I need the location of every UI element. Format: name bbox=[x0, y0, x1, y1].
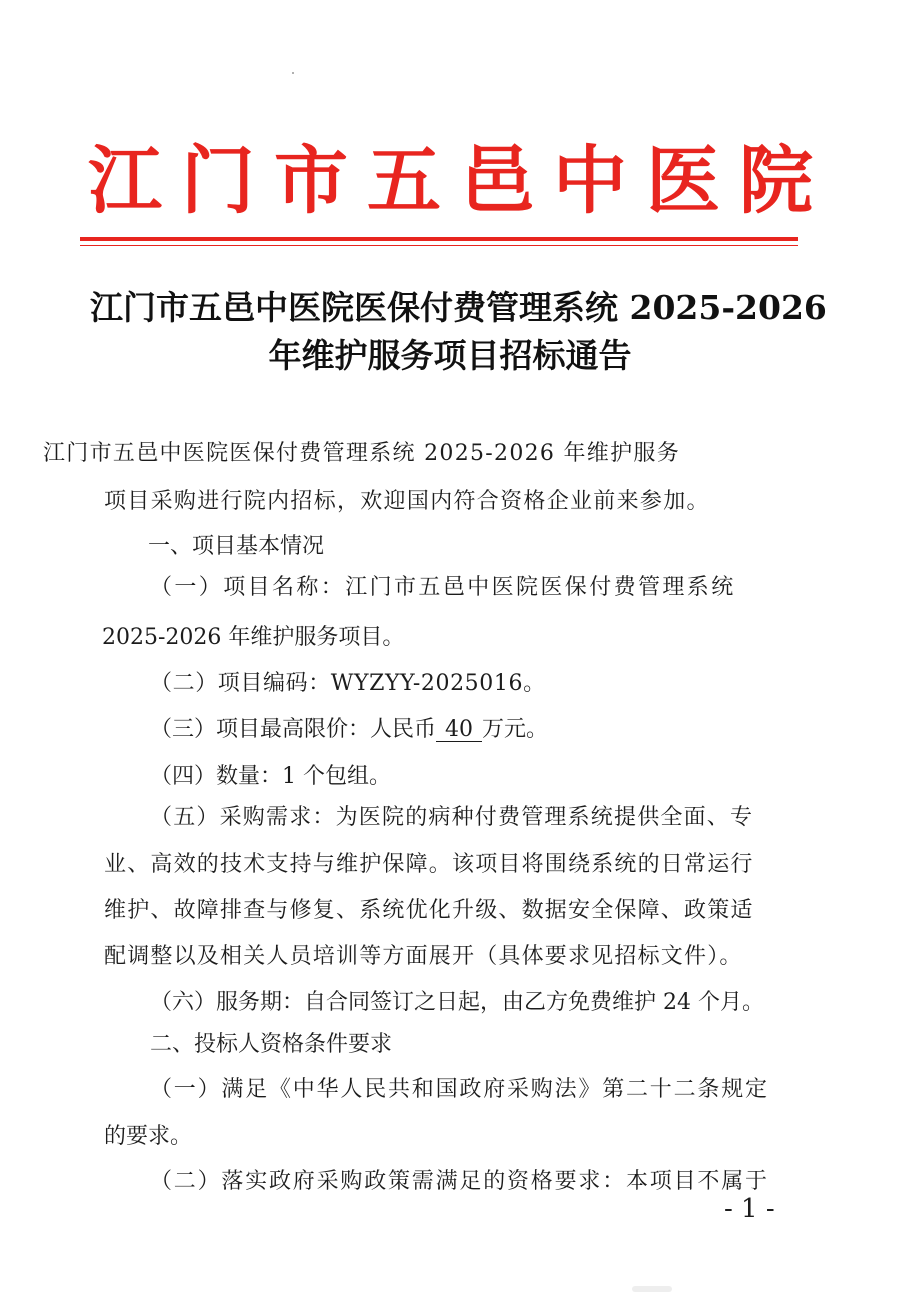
notice-title-line-1: 江门市五邑中医院医保付费管理系统 2025-2026 bbox=[90, 288, 827, 327]
section-1-heading: 一、项目基本情况 bbox=[148, 534, 325, 559]
intro-line-2: 项目采购进行院内招标，欢迎国内符合资格企业前来参加。 bbox=[104, 489, 710, 514]
section-1-item-5-line-2: 业、高效的技术支持与维护保障。该项目将围绕系统的日常运行 bbox=[104, 852, 754, 877]
section-1-item-1-line-2: 2025-2026 年维护服务项目。 bbox=[102, 625, 405, 650]
scan-smudge bbox=[632, 1286, 672, 1292]
masthead-org-name: 江门市五邑中医院 bbox=[88, 138, 832, 224]
price-suffix: 万元。 bbox=[482, 717, 549, 742]
section-1-item-5-line-1: （五）采购需求：为医院的病种付费管理系统提供全面、专 bbox=[150, 805, 754, 830]
intro-line-1: 江门市五邑中医院医保付费管理系统 2025-2026 年维护服务 bbox=[43, 441, 680, 466]
section-2-item-1-line-2: 的要求。 bbox=[104, 1124, 193, 1149]
section-1-item-3 bbox=[150, 712, 548, 743]
masthead-red-rule-thick bbox=[80, 237, 798, 241]
masthead-red-rule-thin bbox=[80, 245, 798, 246]
section-1-item-5-line-3: 维护、故障排查与修复、系统优化升级、数据安全保障、政策适 bbox=[104, 898, 754, 923]
section-1-item-4: （四）数量：1 个包组。 bbox=[150, 764, 391, 789]
scan-speck bbox=[292, 72, 294, 74]
section-2-item-1-line-1: （一）满足《中华人民共和国政府采购法》第二十二条规定 bbox=[150, 1077, 769, 1102]
section-2-item-2-line-1: （二）落实政府采购政策需满足的资格要求：本项目不属于 bbox=[150, 1169, 769, 1194]
section-2-heading: 二、投标人资格条件要求 bbox=[150, 1032, 393, 1057]
section-1-item-5-line-4: 配调整以及相关人员培训等方面展开（具体要求见招标文件）。 bbox=[104, 944, 743, 969]
section-1-item-2: （二）项目编码：WYZYY-2025016。 bbox=[150, 671, 546, 696]
section-1-item-6: （六）服务期：自合同签订之日起，由乙方免费维护 24 个月。 bbox=[150, 990, 764, 1015]
price-prefix: （三）项目最高限价：人民币 bbox=[150, 717, 437, 742]
notice-title-line-2: 年维护服务项目招标通告 bbox=[268, 336, 632, 375]
page-number: - 1 - bbox=[724, 1194, 775, 1224]
section-1-item-1-line-1: （一）项目名称：江门市五邑中医院医保付费管理系统 bbox=[150, 575, 736, 600]
price-amount: 40 bbox=[436, 719, 482, 742]
